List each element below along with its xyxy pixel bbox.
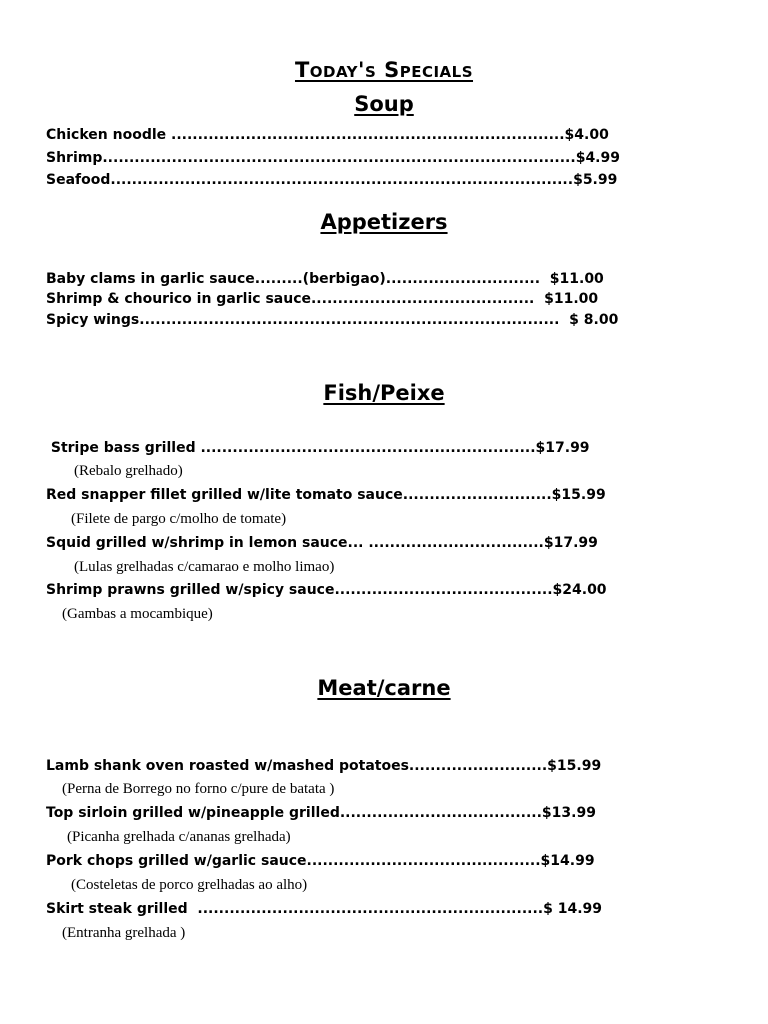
menu-item-fish-shrimp-prawns: Shrimp prawns grilled w/spicy sauce.........................................$24.00 (46, 582, 607, 598)
menu-item-meat-lamb-shank: Lamb shank oven roasted w/mashed potatoes..........................$15.99 (46, 758, 602, 774)
menu-item-translation: (Perna de Borrego no forno c/pure de batata ) (62, 781, 335, 797)
menu-item-translation: (Picanha grelhada c/ananas grelhada) (67, 829, 291, 845)
menu-item-soup-chicken-noodle: Chicken noodle ..........................................................................$4.00 (46, 127, 609, 143)
page-title: Today's Specials (294, 58, 474, 82)
section-heading-soup: Soup (354, 92, 414, 116)
menu-item-soup-seafood: Seafood.......................................................................................$5.99 (46, 172, 618, 188)
section-heading-meat: Meat/carne (317, 676, 451, 700)
menu-item-meat-skirt-steak: Skirt steak grilled .................................................................$ 14.99 (46, 901, 602, 917)
section-heading-fish: Fish/Peixe (323, 381, 445, 405)
menu-item-appetizer-baby-clams: Baby clams in garlic sauce.........(berbigao)............................. $11.00 (46, 271, 604, 287)
menu-item-translation: (Costeletas de porco grelhadas ao alho) (71, 877, 308, 893)
menu-item-appetizer-shrimp-chourico: Shrimp & chourico in garlic sauce.......................................... $11.00 (46, 291, 599, 307)
menu-item-translation: (Entranha grelhada ) (62, 925, 186, 941)
menu-item-fish-red-snapper: Red snapper fillet grilled w/lite tomato sauce............................$15.99 (46, 487, 606, 503)
menu-item-fish-stripe-bass: Stripe bass grilled ...............................................................$17.99 (46, 440, 590, 456)
menu-item-translation: (Rebalo grelhado) (74, 463, 183, 479)
menu-item-meat-top-sirloin: Top sirloin grilled w/pineapple grilled......................................$13.99 (46, 805, 596, 821)
menu-item-meat-pork-chops: Pork chops grilled w/garlic sauce............................................$14.99 (46, 853, 595, 869)
section-heading-appetizers: Appetizers (320, 210, 448, 234)
menu-item-fish-squid: Squid grilled w/shrimp in lemon sauce... .................................$17.99 (46, 535, 598, 551)
menu-item-translation: (Filete de pargo c/molho de tomate) (71, 511, 287, 527)
menu-item-appetizer-spicy-wings: Spicy wings............................................................................... $ 8.00 (46, 312, 619, 328)
menu-item-translation: (Lulas grelhadas c/camarao e molho limao) (74, 559, 335, 575)
menu-item-soup-shrimp: Shrimp.........................................................................................$4.99 (46, 150, 620, 166)
menu-item-translation: (Gambas a mocambique) (62, 606, 213, 622)
